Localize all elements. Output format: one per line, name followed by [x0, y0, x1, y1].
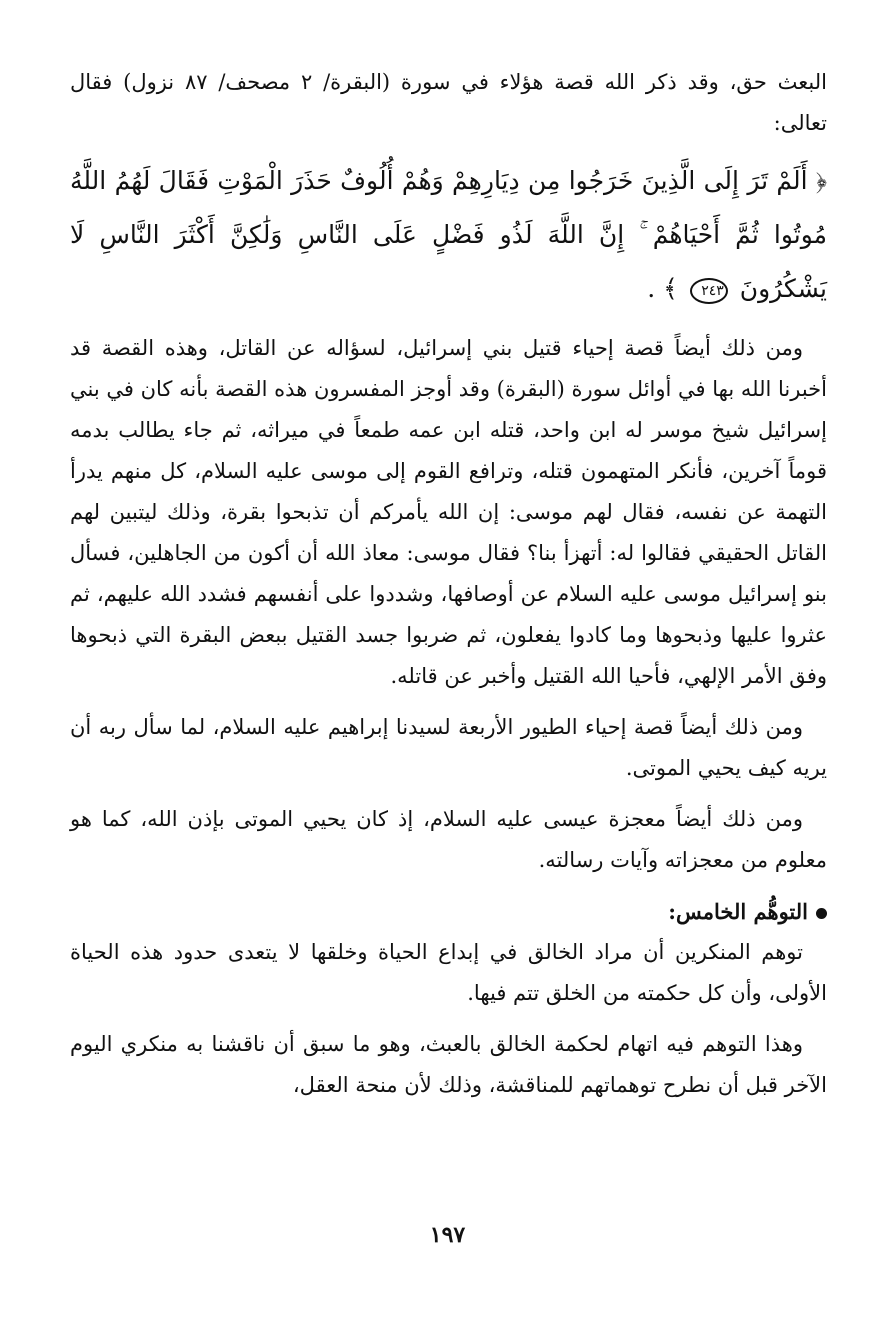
paragraph-isa-miracle: ومن ذلك أيضاً معجزة عيسى عليه السلام، إذ كان يحيي الموتى بإذن الله، كما هو معلوم من معجزاته وآيات رسالته. — [70, 807, 827, 872]
verse-number-mark: ٢٤٣ — [690, 278, 728, 304]
paragraph-fifth-delusion: توهم المنكرين أن مراد الخالق في إبداع الحياة وخلقها لا يتعدى حدود هذه الحياة الأولى، وأن كل حكمته من الخلق تتم فيها. — [70, 940, 827, 1005]
verse-open-bracket: ﴿ — [815, 166, 827, 195]
section-heading — [70, 891, 827, 932]
verse-text: أَلَمْ تَرَ إِلَى الَّذِينَ خَرَجُوا مِن دِيَارِهِمْ وَهُمْ أُلُوفٌ حَذَرَ الْمَوْتِ فَقَالَ لَهُمُ اللَّهُ مُوتُوا ثُمَّ أَحْيَاهُمْ ۚ إِنَّ اللَّهَ لَذُو فَضْلٍ عَلَى النَّاسِ وَلَٰكِنَّ أَكْثَرَ النَّاسِ لَا يَشْكُرُونَ — [70, 166, 827, 303]
paragraph-discussion: وهذا التوهم فيه اتهام لحكمة الخالق بالعبث، وهو ما سبق أن ناقشنا به منكري اليوم الآخر قبل أن نطرح توهماتهم للمناقشة، وذلك لأن منحة العقل، — [70, 1032, 827, 1097]
page-number: ١٩٧ — [429, 1222, 466, 1248]
section-heading-text: التوهُّم الخامس: — [668, 899, 808, 924]
quran-verse — [70, 154, 827, 316]
bullet-icon — [816, 908, 827, 919]
paragraph-ibrahim-birds: ومن ذلك أيضاً قصة إحياء الطيور الأربعة لسيدنا إبراهيم عليه السلام، لما سأل ربه أن يريه كيف يحيي الموتى. — [70, 715, 827, 780]
verse-close-bracket: ﴾ . — [647, 274, 678, 303]
page-body — [70, 62, 827, 1106]
paragraph-israelite-story: ومن ذلك أيضاً قصة إحياء قتيل بني إسرائيل، لسؤاله عن القاتل، وهذه القصة قد أخبرنا الله بها في أوائل سورة (البقرة) وقد أوجز المفسرون هذه القصة بأنه كان في بني إسرائيل شيخ موسر له ابن واحد، قتله ابن عمه طمعاً في ميراثه، ثم جاء يطالب بدمه قوماً آخرين، فأنكر المتهمون قتله، وترافع القوم إلى موسى عليه السلام، كل منهم يدرأ التهمة عن نفسه، فقال لهم موسى: إن الله يأمركم أن تذبحوا بقرة، وذلك ليتبين لهم القاتل الحقيقي فقالوا له: أتهزأ بنا؟ فقال موسى: معاذ الله أن أكون من الجاهلين، فسأل بنو إسرائيل موسى عليه السلام عن أوصافها، وشددوا على أنفسهم فشدد الله عليهم، ثم عثروا عليها وذبحوها وما كادوا يفعلون، ثم ضربوا جسد القتيل ببعض البقرة التي ذبحوها وفق الأمر الإلهي، فأحيا الله القتيل وأخبر عن قاتله. — [70, 336, 827, 688]
paragraph-intro: البعث حق، وقد ذكر الله قصة هؤلاء في سورة (البقرة/ ٢ مصحف/ ٨٧ نزول) فقال تعالى: — [70, 70, 827, 135]
